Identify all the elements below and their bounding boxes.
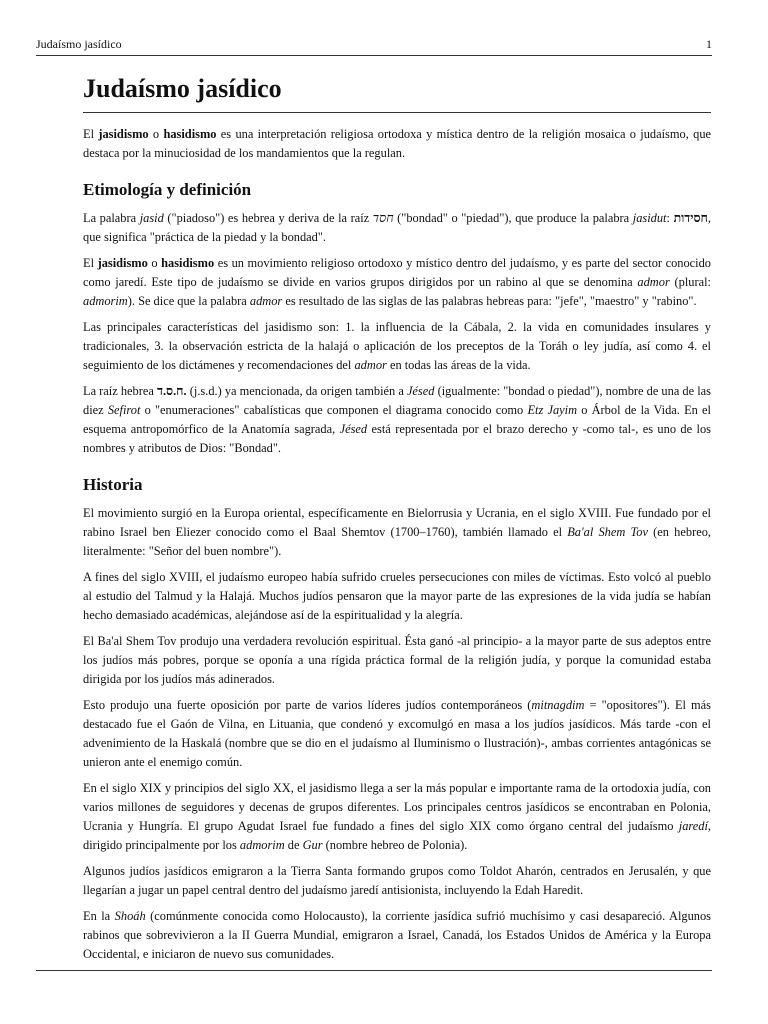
- footer-rule: [36, 970, 712, 971]
- article-content: [83, 72, 711, 971]
- text-run: ("bondad" o "piedad"), que produce la palabra: [393, 211, 633, 225]
- text-run: (j.s.d.) ya mencionada, da origen también a: [186, 384, 407, 398]
- section-heading-etimologia: Etimología y definición: [83, 180, 252, 199]
- paragraph: [83, 779, 711, 855]
- text-run: en todas las áreas de la vida.: [386, 358, 531, 372]
- text-run: La palabra: [83, 211, 140, 225]
- header-rule: [36, 55, 712, 56]
- bold-text: jasidismo: [98, 127, 149, 141]
- text-run: ). Se dice que la palabra: [127, 294, 250, 308]
- running-header-title: Judaísmo jasídico: [36, 37, 122, 51]
- text-run: (comúnmente conocida como Holocausto), la corriente jasídica sufrió muchísimo y casi desapareció. Algunos rabinos que sobrevivieron a la II Guerra Mundial, emigraron a Israel, Canadá, los Estados Unidos de América y la Europa Occidental, e iniciaron de nuevo sus comunidades.: [83, 909, 712, 961]
- text-run: está representada por el brazo derecho y -como tal-, es uno de los nombres y atributos de Dios: "Bondad".: [83, 422, 711, 455]
- text-run: o: [148, 127, 164, 141]
- italic-text: חסד: [372, 211, 394, 225]
- italic-text: Gur: [302, 838, 323, 852]
- text-run: El movimiento surgió en la Europa oriental, específicamente en Bielorrusia y Ucrania, en el siglo XVIII. Fue fundado por el rabino Israel ben Eliezer conocido como el Baal Shemtov (1700–1760), también llamado el: [83, 506, 711, 539]
- paragraph: [83, 318, 711, 375]
- text-run: (nombre hebreo de Polonia).: [322, 838, 468, 852]
- bold-text: ח.ס.ד.: [156, 384, 187, 398]
- paragraph: [83, 209, 711, 247]
- bold-text: hasidismo: [163, 127, 217, 141]
- paragraph: [83, 696, 711, 772]
- text-run: es una interpretación religiosa ortodoxa y mística dentro de la religión mosaica o judaísmo, que destaca por la minuciosidad de los mandamientos que la regulan.: [83, 127, 712, 160]
- paragraph: [83, 504, 711, 561]
- paragraph: [83, 382, 711, 458]
- article-title: Judaísmo jasídico: [83, 72, 711, 113]
- italic-text: jasidut: [632, 211, 667, 225]
- italic-text: jasid: [139, 211, 164, 225]
- italic-text: admor: [354, 358, 387, 372]
- text-run: de: [284, 838, 303, 852]
- text-run: El: [83, 127, 99, 141]
- text-run: = "opositores"). El más destacado fue el Gaón de Vilna, en Lituania, que condenó y excomulgó en masa a los judíos jasídicos. Más tarde -con el advenimiento de la Haskalá (nombre que se dio en el judaísmo al Iluminismo o Ilustración)-, ambas corrientes antagónicas se unieron ante el enemigo común.: [83, 698, 711, 769]
- text-run: , que significa "práctica de la piedad y la bondad".: [83, 211, 711, 244]
- text-run: (en hebreo, literalmente: "Señor del buen nombre").: [83, 525, 711, 558]
- italic-text: mitnagdim: [531, 698, 585, 712]
- intro-paragraph: [83, 125, 711, 163]
- italic-text: Jésed: [339, 422, 368, 436]
- paragraph: [83, 632, 711, 689]
- text-run: o Árbol de la Vida. En el esquema antropomórfico de la Anatomía sagrada,: [83, 403, 711, 436]
- page-number: 1: [706, 37, 712, 51]
- section-heading-historia: Historia: [83, 475, 143, 494]
- bold-text: hasidismo: [161, 256, 215, 270]
- text-run: El Ba'al Shem Tov produjo una verdadera revolución espiritual. Ésta ganó -al principio- a la mayor parte de sus adeptos entre los judíos más pobres, porque se oponía a una rígida práctica formal de la religión judía, y porque la comunidad estaba dirigida por los judíos más adinerados.: [83, 634, 711, 686]
- text-run: Las principales características del jasidismo son: 1. la influencia de la Cábala, 2. la vida en comunidades insulares y tradicionales, 3. la observación estricta de la halajá o aplicación de los preceptos de la Toráh o ley judía, así como 4. el seguimiento de los dictámenes y recomendaciones del: [83, 320, 711, 372]
- italic-text: admorim: [83, 294, 128, 308]
- text-run: El: [83, 256, 98, 270]
- italic-text: Jésed: [406, 384, 435, 398]
- italic-text: Shoáh: [114, 909, 146, 923]
- text-run: (plural:: [669, 275, 711, 289]
- italic-text: Etz Jayim: [527, 403, 578, 417]
- text-run: ("piadoso") es hebrea y deriva de la raíz: [163, 211, 373, 225]
- italic-text: admorim: [239, 838, 285, 852]
- text-run: Algunos judíos jasídicos emigraron a la Tierra Santa formando grupos como Toldot Aharón, centrados en Jerusalén, y que llegarían a jugar un papel central dentro del judaísmo jaredí antisionista, incluyendo la Edah Haredit.: [83, 864, 711, 897]
- running-header: [36, 36, 712, 54]
- paragraph: [83, 254, 711, 311]
- italic-text: Sefirot: [107, 403, 141, 417]
- text-run: A fines del siglo XVIII, el judaísmo europeo había sufrido crueles persecuciones con miles de víctimas. Esto volcó al pueblo al estudio del Talmud y la Halajá. Muchos judíos pensaron que la mayor parte de las expresiones de la vida judía se habían hecho demasiado académicas, alejándose así de la espiritualidad y la alegría.: [83, 570, 711, 622]
- paragraph: [83, 862, 711, 900]
- paragraph: [83, 907, 711, 964]
- bold-text: חסידות: [673, 211, 708, 225]
- italic-text: jaredí: [678, 819, 708, 833]
- text-run: o: [147, 256, 162, 270]
- text-run: o "enumeraciones" cabalísticas que componen el diagrama conocido como: [140, 403, 528, 417]
- text-run: En el siglo XIX y principios del siglo XX, el jasidismo llega a ser la más popular e importante rama de la ortodoxia judía, con varios millones de seguidores y decenas de grupos diferentes. Los principales centros jasídicos se encontraban en Polonia, Ucrania y Hungría. El grupo Agudat Israel fue fundado a fines del siglo XIX como órgano central del judaísmo: [83, 781, 711, 833]
- italic-text: admor: [249, 294, 283, 308]
- text-run: :: [666, 211, 674, 225]
- text-run: es un movimiento religioso ortodoxo y místico dentro del judaísmo, y es parte del sector conocido como jaredí. Este tipo de judaísmo se divide en varios grupos dirigidos por un rabino al que se denomina: [83, 256, 712, 289]
- text-run: es resultado de las siglas de las palabras hebreas para: "jefe", "maestro" y "rabino".: [282, 294, 697, 308]
- text-run: En la: [83, 909, 115, 923]
- italic-text: Ba'al Shem Tov: [567, 525, 648, 539]
- bold-text: jasidismo: [97, 256, 148, 270]
- paragraph: [83, 568, 711, 625]
- italic-text: admor: [637, 275, 670, 289]
- text-run: Esto produjo una fuerte oposición por parte de varios líderes judíos contemporáneos (: [83, 698, 532, 712]
- text-run: , dirigido principalmente por los: [83, 819, 711, 852]
- text-run: (igualmente: "bondad o piedad"), nombre de una de las diez: [83, 384, 711, 417]
- text-run: La raíz hebrea: [83, 384, 157, 398]
